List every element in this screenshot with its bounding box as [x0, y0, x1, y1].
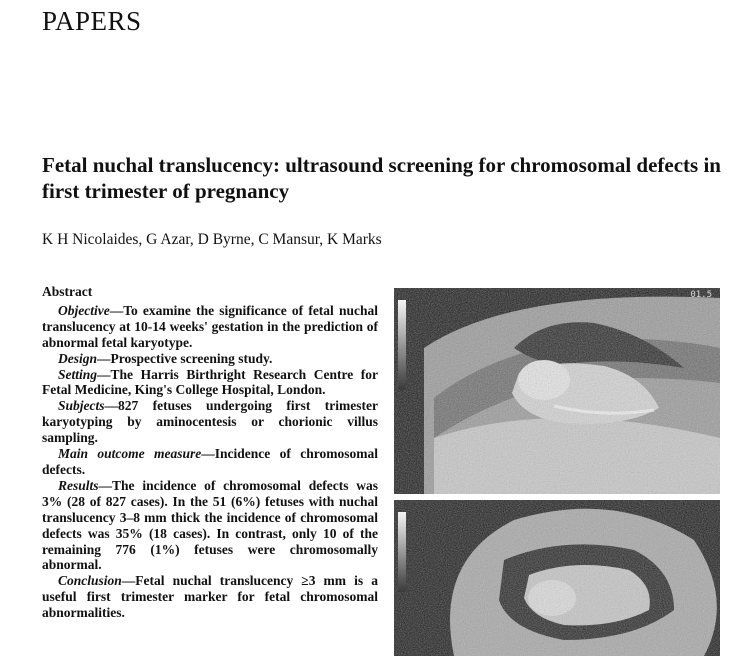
abstract-objective: Objective—To examine the significance of fetal nuchal translucency at 10-14 weeks' gestation in the prediction of abnormal fetal karyotype. [42, 302, 378, 350]
grayscale-bar [398, 512, 406, 592]
abstract-objective-label: Objective [58, 302, 110, 318]
article-title: Fetal nuchal translucency: ultrasound screening for chromosomal defects in first trimester of pregnancy [42, 153, 721, 203]
ultrasound-image-top [394, 288, 720, 494]
author-list: K H Nicolaides, G Azar, D Byrne, C Mansur, K Marks [42, 231, 382, 248]
abstract-main-outcome-label: Main outcome measure [58, 446, 202, 462]
abstract-objective-text: To examine the significance of fetal nuchal translucency at 10-14 weeks' gestation in the prediction of abnormal fetal karyotype. [42, 302, 378, 350]
ultrasound-image-bottom [394, 500, 720, 656]
abstract-main-outcome-text: Incidence of chromosomal defects. [42, 446, 378, 477]
abstract-main-outcome: Main outcome measure—Incidence of chromosomal defects. [42, 446, 378, 477]
abstract [42, 284, 378, 621]
abstract-setting-text: The Harris Birthright Research Centre for Fetal Medicine, King's College Hospital, London. [42, 366, 378, 398]
abstract-design-text: Prospective screening study. [110, 350, 273, 366]
section-label: PAPERS [42, 6, 142, 36]
abstract-results: Results—The incidence of chromosomal defects was 3% (28 of 827 cases). In the 51 (6%) fetuses with nuchal translucency 3–8 mm thick the incidence of chromosomal defects was 35% (18 cases). In contrast, only 10 of the remaining 776 (1%) fetuses were chromosomally abnormal. [42, 477, 378, 573]
abstract-conclusion-label: Conclusion [58, 573, 122, 589]
abstract-setting-label: Setting [58, 366, 98, 382]
abstract-subjects-text: 827 fetuses undergoing first trimester karyotyping by aminocentesis or chorionic villus sampling. [42, 398, 378, 446]
scan-speckle [394, 500, 720, 656]
abstract-subjects-label: Subjects [58, 398, 105, 414]
abstract-conclusion: Conclusion—Fetal nuchal translucency ≥3 mm is a useful first trimester marker for fetal chromosomal abnormalities. [42, 573, 378, 621]
abstract-design-label: Design [58, 350, 98, 366]
abstract-subjects: Subjects—827 fetuses undergoing first trimester karyotyping by aminocentesis or chorionic villus sampling. [42, 398, 378, 446]
ultrasound-scan-top [394, 288, 720, 494]
abstract-results-label: Results [58, 477, 99, 493]
scan-label: 01.5 [690, 290, 712, 300]
abstract-setting: Setting—The Harris Birthright Research Centre for Fetal Medicine, King's College Hospital, London. [42, 366, 378, 398]
abstract-design: Design—Prospective screening study. [58, 350, 273, 366]
ultrasound-scan-bottom [394, 500, 720, 656]
abstract-results-text: The incidence of chromosomal defects was 3% (28 of 827 cases). In the 51 (6%) fetuses with nuchal translucency 3–8 mm thick the incidence of chromosomal defects was 35% (18 cases). In contrast, only 10 of the remaining 776 (1%) fetuses were chromosomally abnormal. [42, 477, 378, 573]
abstract-heading: Abstract [42, 284, 93, 299]
abstract-conclusion-text: Fetal nuchal translucency ≥3 mm is a useful first trimester marker for fetal chromosomal abnormalities. [42, 573, 378, 621]
scan-speckle [394, 288, 720, 494]
grayscale-bar [398, 300, 406, 390]
